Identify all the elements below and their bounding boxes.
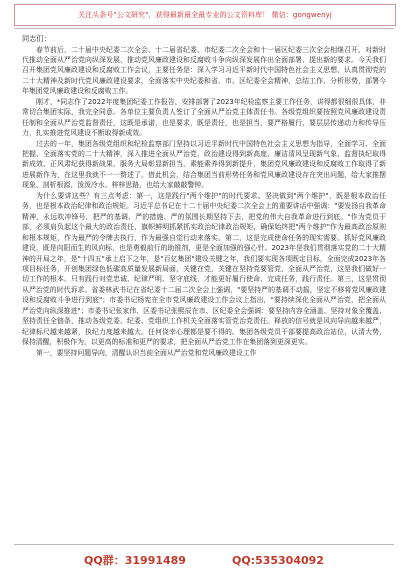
footer-divider [14,544,394,545]
salutation: 同志们： [22,34,51,43]
header-banner [14,4,396,26]
header-divider [14,28,394,29]
qq-group-text: QQ群：31991489 [84,554,186,567]
banner-text: 关注头条号"公文研究"，获得最新最全最专业的公文资料库！ 微信：gongwenyj [78,11,332,19]
footer [0,550,408,570]
document-body [22,34,386,540]
qq-text: QQ:535304092 [231,553,324,567]
paragraph-review: 过去的一年，集团各级党组织和纪检监察部门坚持以习近平新时代中国特色社会主义思想为指导，全面学习、全面把握、全面落实党的二十大精神，深入推进全面从严治党，政治建设得到新高度、廉洁清风呈现新气象、监督执纪取得新成效、正风肃纪获得新战果、服务大局彰显新担当、素能素养得到新提升，集团党风廉政建设和反腐败工作取得了新进展新作为，在这里我就不一一赘述了。借此机会，结合集团当前形势任务和党风廉政建设存在突出问题，给大家推摆现象、剖析根源、泼泼冷水、梓梓思路，也给大家敲敲警钟。 [22,139,386,190]
paragraph-report: 刚才，*同志作了2022年度集团纪委工作报告，安排部署了2023年纪检监察主要工作任务，讲得都很细很具体，非常切合集团实际，我完全同意。各单位主要负责人签订了全面从严治党主体责任书。各级党组织要按照党风廉政建设责任制和全面从严治党监督责任，这既是承诺，也是要求，既是责任，也是担当，要严格履行，要层层传递动力和传导压力，扎实推进党风建设不断取得新成效。 [22,97,386,138]
paragraph-reasons: 为什么要讲这些？有三点考虑：第一，这是践行"两个维护"的时代要求。坚决做到"两个维护"，既是根本政治任务，也是根本政治纪律和政治规矩。习近平总书记在十二十届中央纪委二次全会上的重要讲话中强调："要发扬自我革命精神，永远吹冲锋号，把严的基调、严的措施、严的氛围长期坚持下去，把党的伟大自我革命进行到底。"作为党员干部，必须肩负起这个最大的政治责任，旗帜鲜明抓紧抓实政治纪律政治规矩，确保始终把"两个维护"作为最高政治原则和根本规矩，作为最严的令牌去执行，作为最强自觉行动来落实。第二，这是完成使命任务的现实需要。抓好党风廉政建设，既是向阳而生的风向标，也是勇毅前行的助推剂，更是全面加强的强心针。2023年是我们贯彻落实党的二十大精神的开局之年，是"十四五"承上启下之年，是"百亿集团"建设关键之年，我们要实现各项既定目标，全面完成2023年各项目标任务，开创集团绿色低碳高质量发展新局面，关键在党，关键在坚持党要管党、全面从严治党，这是我们做好一切工作的根本。只有践行对党忠诚、纪律严明、坚守底线，才能更好履行使命、完成任务，践行责任。第三，这是贯彻从严治党的时代诉求。省委林武书记在省纪委十二届二次全会上强调，"要坚持严的基调不动摇，坚定不移将党风廉政建设和反腐败斗争进行到底"；市委书记杨宪在全市党风廉政建设工作会议上指出，"要持续深化全面从严治党，把全面从严治党向纵深推进"；市委书记张家伟、区委书记张熙辰在市、区纪委全会强调：要坚持内容全涵盖、坚持对象全覆盖、坚持责任全链条，推动各级党委、纪委、党组织工作机关全面落实管党治党责任。释放的信号就是风向导向越来越严，纪律标尺越来越紧，执纪力度越来越大。任何侥幸心理都是要不得的。集团各级党员干部要提高政治站位，认清大势，保持清醒，积极作为，以更高的标准和更严的要求，把全面从严治党工作在集团落到更深更实。 [22,191,386,347]
paragraph-intro: 春节前后，二十届中央纪委二次全会、十二届省纪委、市纪委二次全会和十一届区纪委三次全会相继召开，对新时代推动全面从严治党向纵深发展、推动党风廉政建设和反腐败斗争向纵深发展作出全面部署、提出新的要求。今天我们召开集团党风廉政建设和反腐败工作会议，主要任务是：深入学习习近平新时代中国特色社会主义思想，认真贯彻党的二十大精神及新时代党风廉政建设要求，全面落实中央纪委和省、市、区纪委全会精神，总结工作、分析形势，部署今年集团党风廉政建设和反腐败工作。 [22,45,386,96]
paragraph-first-point: 第一，要坚持问题导向，清醒认识当前全面从严治党和党风廉政建设工作 [36,348,257,357]
